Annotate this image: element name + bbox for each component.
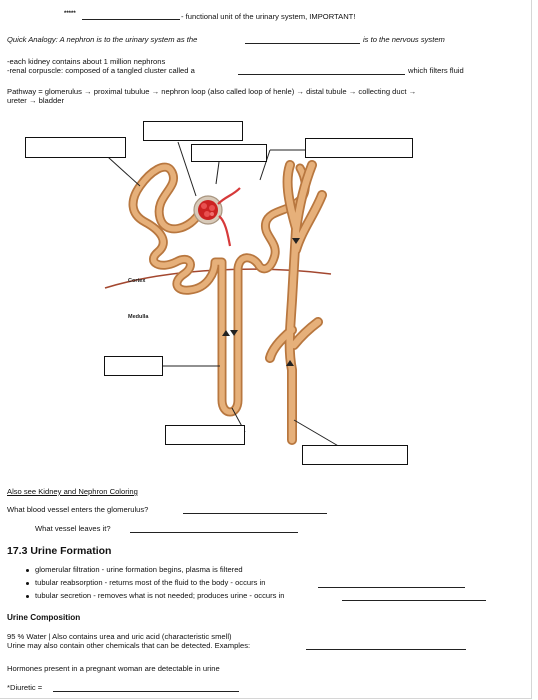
diuretic-label: *Diuretic = [7,683,43,692]
renal-corpuscle [194,188,240,246]
efferent-answer-blank[interactable] [130,532,298,533]
pathway-line-2: ureter → bladder [7,96,64,105]
renal-corpuscle-fact-suffix: which filters fluid [408,66,464,75]
nephron-definition: - functional unit of the urinary system, IMPORTANT! [181,12,356,21]
medulla-label: Medulla [128,314,149,320]
bullet-dot [26,569,29,572]
afferent-answer-blank[interactable] [183,513,327,514]
renal-corpuscle-fact: -renal corpuscle: composed of a tangled cluster called a [7,66,195,75]
filtration-item: glomerular filtration - urine formation begins, plasma is filtered [35,565,243,574]
label-box-bottom[interactable] [165,425,245,445]
bullet-dot [26,582,29,585]
analogy-suffix: is to the nervous system [363,35,445,44]
reabsorption-answer-blank[interactable] [318,587,465,588]
collecting-duct [270,165,322,440]
reabsorption-item: tubular reabsorption - returns most of the fluid to the body - occurs in [35,578,266,587]
composition-line-2: Urine may also contain other chemicals that can be detected. Examples: [7,641,251,650]
section-title: 17.3 Urine Formation [7,545,112,557]
afferent-question: What blood vessel enters the glomerulus? [7,505,149,514]
secretion-answer-blank[interactable] [342,600,486,601]
label-box-left[interactable] [25,137,126,158]
stars-marker: ***** [64,11,76,17]
label-box-loop[interactable] [104,356,163,376]
nephron-count-fact: -each kidney contains about 1 million nephrons [7,57,166,66]
bullet-dot [26,595,29,598]
see-also-link[interactable]: Also see Kidney and Nephron Coloring [7,487,138,496]
secretion-item: tubular secretion - removes what is not needed; produces urine - occurs in [35,591,285,600]
composition-line-1: 95 % Water | Also contains urea and uric acid (characteristic smell) [7,632,232,641]
diuretic-answer-blank[interactable] [53,691,239,692]
cortex-label: Cortex [128,278,146,284]
examples-answer-blank[interactable] [306,649,466,650]
label-box-top[interactable] [143,121,243,141]
label-box-duct[interactable] [302,445,408,465]
analogy-prefix: Quick Analogy: A nephron is to the urinary system as the [7,35,198,44]
pathway-line-1: Pathway = glomerulus → proximal tubulue → nephron loop (also called loop of henle) → distal tubule → collecting duct → [7,87,417,96]
label-box-center[interactable] [191,144,267,162]
composition-title: Urine Composition [7,613,81,622]
efferent-question: What vessel leaves it? [35,524,111,533]
label-box-right[interactable] [305,138,413,158]
hormones-line: Hormones present in a pregnant woman are detectable in urine [7,664,220,673]
